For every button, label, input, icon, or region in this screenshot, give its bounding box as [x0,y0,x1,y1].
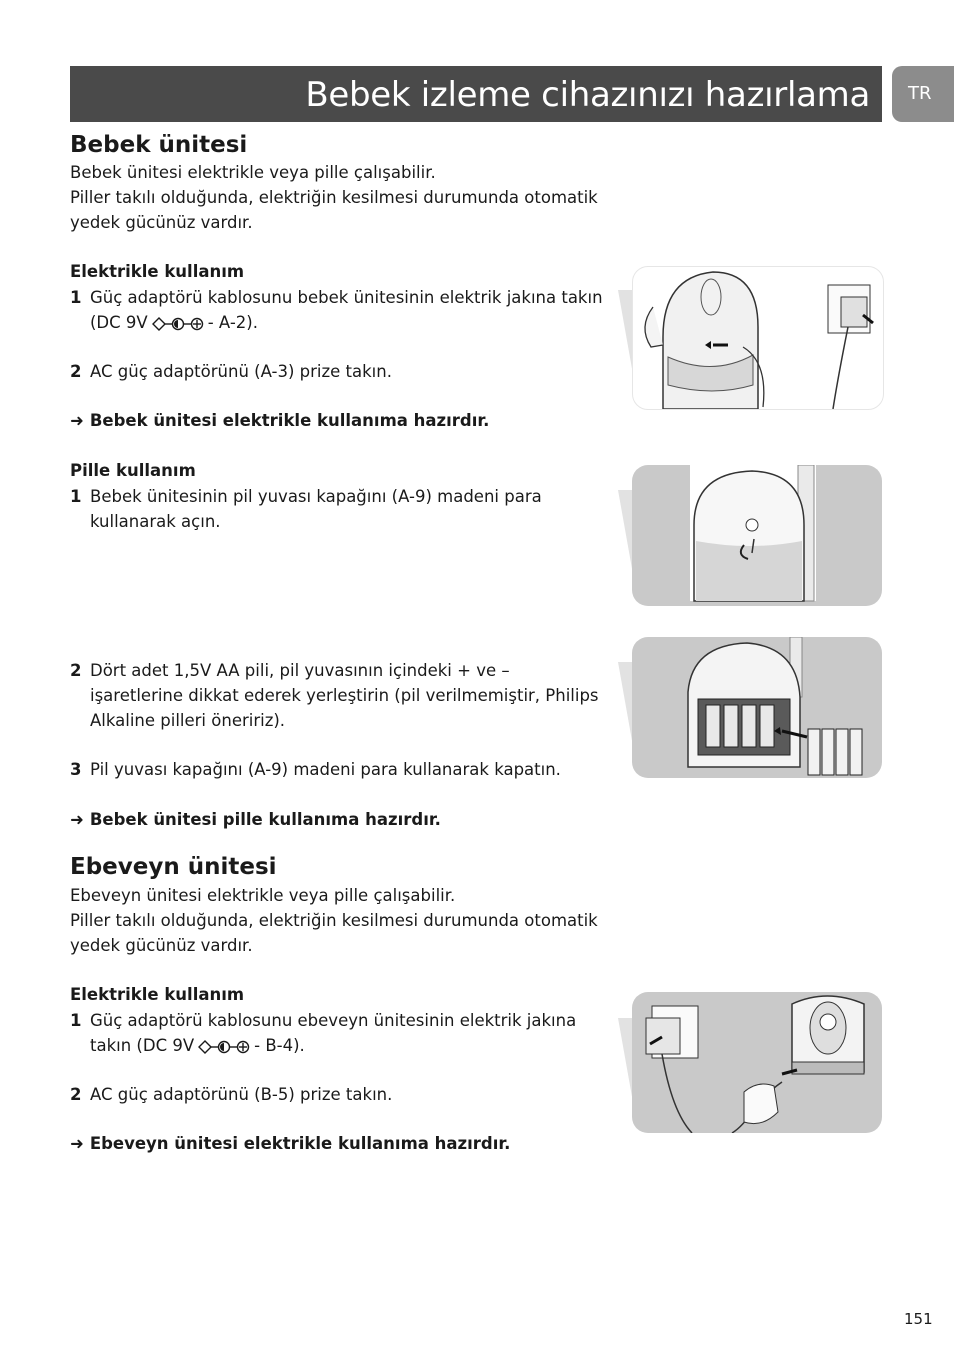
baby-mains-result [70,408,489,433]
figure-baby-unit-battery-open [632,465,882,606]
polarity-symbol-icon [198,1040,250,1054]
baby-unit-intro-2b: yedek gücünüz vardır. [70,213,253,232]
baby-mains-heading: Elektrikle kullanım [70,262,245,281]
page-title: Bebek izleme cihazınızı hazırlama [305,75,870,115]
step-text: Güç adaptörü kablosunu ebeveyn ünitesinin elektrik jakına [90,1011,577,1030]
step-number: 1 [70,1011,82,1030]
baby-battery-step-1b: kullanarak açın. [90,512,221,531]
battery-cover-illustration [632,465,882,606]
parent-unit-heading: Ebeveyn ünitesi [70,854,277,880]
step-number: 1 [70,288,82,307]
step-text: AC güç adaptörünü (B-5) prize takın. [90,1085,393,1104]
step-number: 2 [70,362,82,381]
arrow-right-icon: ➜ [70,411,84,430]
baby-battery-step-3 [70,757,561,782]
parent-mains-step-2 [70,1082,392,1107]
step-text: Dört adet 1,5V AA pili, pil yuvasının içindeki + ve – [90,661,510,680]
baby-mains-step-1b [70,310,258,335]
step-text: Bebek ünitesinin pil yuvası kapağını (A-9) madeni para [90,487,542,506]
figure-parent-unit-mains [632,992,882,1133]
title-bar [70,66,882,122]
step-number: 2 [70,661,82,680]
baby-unit-intro-1: Bebek ünitesi elektrikle veya pille çalışabilir. [70,163,436,182]
figure-baby-unit-battery-insert [632,637,882,778]
step-number: 1 [70,487,82,506]
baby-mains-step-2 [70,359,392,384]
baby-unit-adapter-illustration [633,267,883,409]
parent-unit-adapter-illustration [632,992,882,1133]
result-text: Ebeveyn ünitesi elektrikle kullanıma hazırdır. [89,1134,511,1153]
result-text: Bebek ünitesi pille kullanıma hazırdır. [89,810,441,829]
parent-unit-intro-1: Ebeveyn ünitesi elektrikle veya pille çalışabilir. [70,886,456,905]
baby-mains-step-1 [70,285,603,310]
step-text: - B-4). [254,1036,305,1055]
step-text: AC güç adaptörünü (A-3) prize takın. [90,362,392,381]
parent-mains-step-1b [70,1033,305,1058]
step-text: Güç adaptörü kablosunu bebek ünitesinin elektrik jakına takın [90,288,603,307]
step-text: takın (DC 9V [90,1036,195,1055]
figure-baby-unit-mains [632,266,884,410]
baby-battery-step-2c: Alkaline pilleri öneririz). [90,711,286,730]
baby-battery-step-2 [70,658,510,683]
parent-mains-step-1 [70,1008,576,1033]
baby-battery-step-1 [70,484,542,509]
arrow-right-icon: ➜ [70,810,84,829]
baby-unit-intro-2a: Piller takılı olduğunda, elektriğin kesilmesi durumunda otomatik [70,188,598,207]
step-text: (DC 9V [90,313,148,332]
baby-battery-heading: Pille kullanım [70,461,196,480]
parent-unit-intro-2b: yedek gücünüz vardır. [70,936,253,955]
step-text: - A-2). [207,313,258,332]
baby-battery-result [70,807,441,832]
result-text: Bebek ünitesi elektrikle kullanıma hazırdır. [89,411,490,430]
language-tab: TR [892,66,954,122]
step-number: 3 [70,760,82,779]
parent-unit-intro-2a: Piller takılı olduğunda, elektriğin kesilmesi durumunda otomatik [70,911,598,930]
arrow-right-icon: ➜ [70,1134,84,1153]
polarity-symbol-icon [152,317,204,331]
baby-unit-heading: Bebek ünitesi [70,132,248,158]
step-text: Pil yuvası kapağını (A-9) madeni para kullanarak kapatın. [90,760,561,779]
baby-battery-step-2b: işaretlerine dikkat ederek yerleştirin (pil verilmemiştir, Philips [90,686,599,705]
parent-mains-result [70,1131,510,1156]
step-number: 2 [70,1085,82,1104]
battery-insert-illustration [632,637,882,778]
page-number: 151 [904,1310,933,1328]
parent-mains-heading: Elektrikle kullanım [70,985,245,1004]
